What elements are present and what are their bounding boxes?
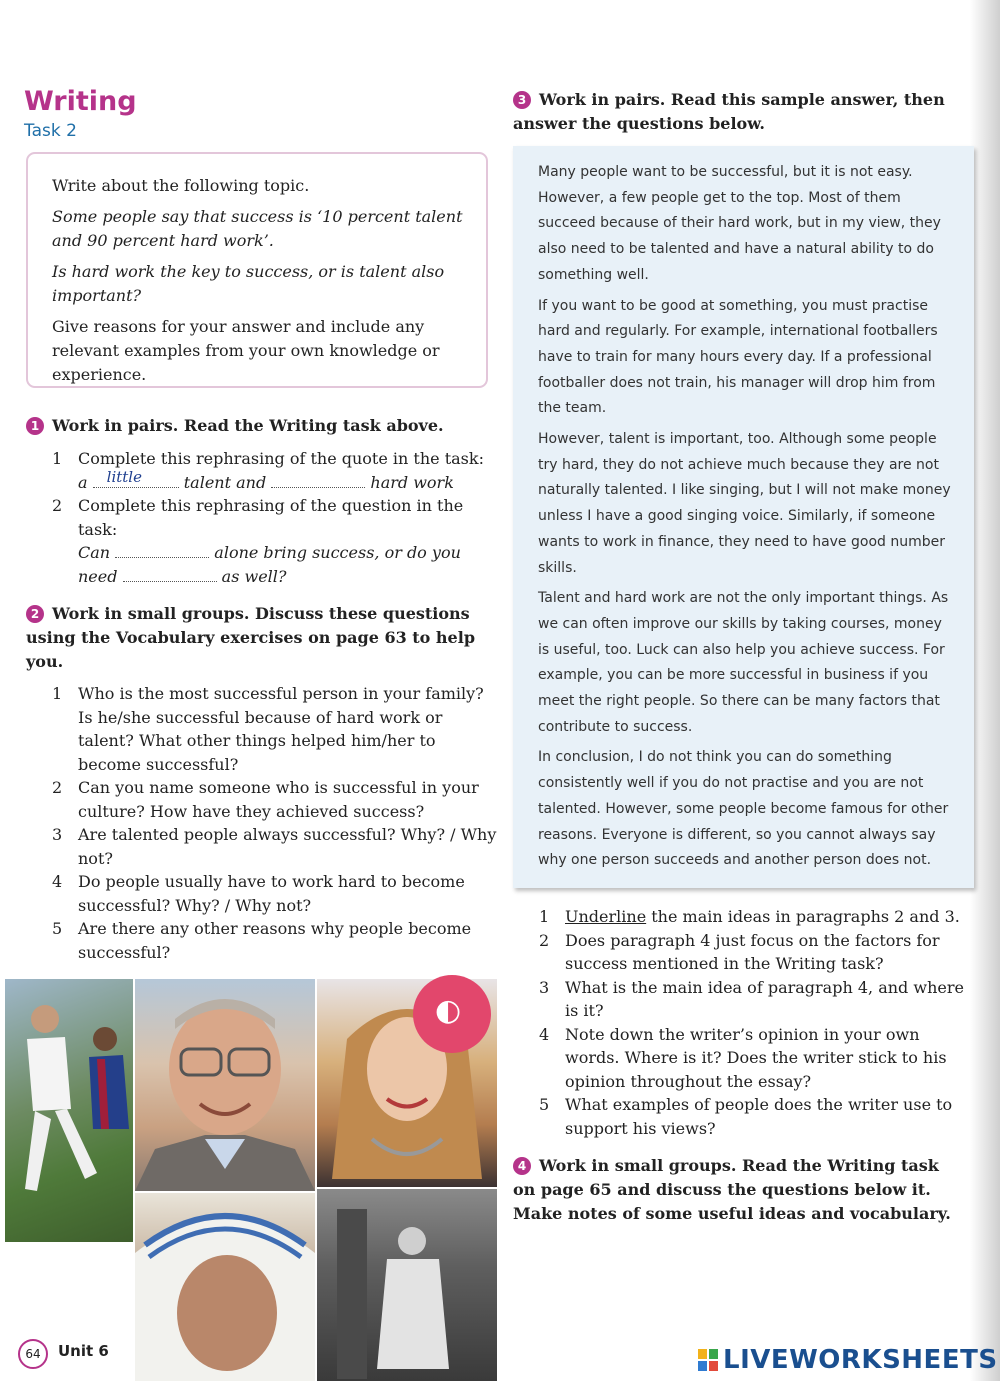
- event-logo-icon: ◐: [435, 993, 462, 1028]
- answer-blank-4[interactable]: [123, 568, 217, 582]
- exercise-number-badge: 3: [513, 91, 531, 109]
- item-number: 4: [539, 1024, 550, 1044]
- mother-teresa-photo: [135, 1193, 315, 1381]
- man-portrait-icon: [135, 979, 315, 1191]
- item-text: Are there any other reasons why people become successful?: [78, 919, 472, 962]
- item-number: 1: [52, 449, 63, 468]
- page-subtitle: Task 2: [24, 121, 77, 141]
- task-instructions: Give reasons for your answer and include any relevant examples from your own knowledge or experience.: [52, 317, 440, 384]
- exercise-2-heading: [26, 602, 476, 674]
- sample-paragraph: If you want to be good at something, you must practise hard and regularly. For example, international footballers have to train for many hours every day. If a professional footballer does not train, his manager will drop him from the team.: [538, 297, 938, 417]
- brand-name: LIVEWORKSHEETS: [723, 1345, 998, 1375]
- item-number: 2: [52, 778, 63, 797]
- item-number: 2: [539, 930, 550, 950]
- answer-blank-2[interactable]: [271, 474, 365, 488]
- rephrase-c: hard work: [370, 472, 454, 492]
- task-intro: Write about the following topic.: [52, 176, 310, 195]
- list-item: [52, 494, 496, 588]
- list-item: [52, 823, 502, 870]
- list-item: [539, 929, 971, 976]
- unit-label: Unit 6: [58, 1342, 109, 1360]
- exercise-3-text: Work in pairs. Read this sample answer, then answer the questions below.: [513, 90, 945, 133]
- task-quote: Some people say that success is ‘10 percent talent and 90 percent hard work’.: [52, 207, 463, 250]
- item-number: 5: [539, 1095, 550, 1114]
- task-question: Is hard work the key to success, or is talent also important?: [52, 262, 445, 305]
- gandhi-photo: [317, 1189, 497, 1381]
- exercise-1-text: Work in pairs. Read the Writing task above.: [52, 416, 444, 435]
- list-item: [52, 870, 502, 917]
- liveworksheets-logo[interactable]: [697, 1345, 998, 1375]
- item-text: the main ideas in paragraphs 2 and 3.: [646, 907, 960, 926]
- exercise-number-badge: 2: [26, 605, 44, 623]
- item-text: Who is the most successful person in your family? Is he/she successful because of hard work or talent? What other things helped him/her to become successful?: [78, 684, 484, 774]
- list-item: [52, 682, 502, 776]
- list-item: [539, 1023, 971, 1094]
- rephrase-b: alone bring success, or do you: [214, 543, 461, 562]
- sample-paragraph: Talent and hard work are not the only important things. As we can often improve our skills by taking courses, money is useful, too. Luck can also help you achieve success. For example, you can be more successful in business if you meet the right people. So there can be many factors that contribute to success.: [538, 590, 949, 735]
- item-text: Note down the writer’s opinion in your own words. Where is it? Does the writer stick to his opinion throughout the essay?: [565, 1024, 947, 1091]
- item-text: Are talented people always successful? Why? / Why not?: [78, 825, 497, 868]
- item-number: 3: [52, 825, 63, 844]
- list-item: [539, 905, 971, 929]
- task-box: [26, 152, 488, 388]
- exercise-1-list: [52, 447, 496, 588]
- exercise-1-heading: [26, 414, 496, 438]
- event-logo-badge: [413, 975, 491, 1053]
- sample-paragraph: Many people want to be successful, but it is not easy. However, a few people get to the top. Most of them succeed because of their hard work, but in my view, they also need to be talented and have a natural ability to do something well.: [538, 164, 941, 283]
- item-text: Does paragraph 4 just focus on the factors for success mentioned in the Writing task?: [565, 930, 940, 973]
- item-number: 1: [52, 684, 63, 703]
- item-number: 2: [52, 496, 63, 515]
- item-number: 5: [52, 919, 63, 938]
- answer-blank-1[interactable]: [93, 467, 179, 488]
- liveworksheets-mark-icon: [697, 1348, 719, 1372]
- handwritten-answer: little: [106, 467, 142, 486]
- footballer-figure-icon: [5, 979, 133, 1242]
- sample-paragraph: However, talent is important, too. Although some people try hard, they do not achieve much because they are not naturally talented. I like singing, but I will not make money unless I have a good singing voice. Similarly, if someone wants to work in finance, they need to have good number skills.: [538, 431, 951, 576]
- item-text: What is the main idea of paragraph 4, and where is it?: [565, 977, 964, 1020]
- list-item: [52, 917, 502, 964]
- rephrase-a: a: [78, 472, 88, 492]
- item-text: Complete this rephrasing of the quote in the task:: [78, 449, 484, 468]
- page-number: 64: [18, 1339, 48, 1369]
- footballer-photo: [5, 979, 133, 1242]
- item-number: 4: [52, 872, 63, 891]
- exercise-4-heading: [513, 1154, 965, 1226]
- bill-gates-photo: [135, 979, 315, 1191]
- list-item: [52, 447, 496, 494]
- man-in-shawl-icon: [317, 1189, 497, 1381]
- sample-paragraph: In conclusion, I do not think you can do something consistently well if you do not practise and you are not talented. However, some people become famous for other reasons. Everyone is different, so you cannot always say why one person succeeds and another person does not.: [538, 749, 949, 869]
- item-text: Can you name someone who is successful in your culture? How have they achieved success?: [78, 778, 479, 821]
- list-item: [539, 1093, 971, 1140]
- sample-answer-box: [513, 146, 974, 888]
- list-item: [539, 976, 971, 1023]
- list-item: [52, 776, 502, 823]
- exercise-3-heading: [513, 88, 953, 136]
- answer-blank-3[interactable]: [115, 544, 209, 558]
- exercise-number-badge: 1: [26, 417, 44, 435]
- page-edge: [970, 0, 1000, 1381]
- item-number: 1: [539, 907, 550, 926]
- exercise-4-text: Work in small groups. Read the Writing task on page 65 and discuss the questions below it. Make notes of some useful ideas and vocabulary.: [513, 1156, 951, 1223]
- exercise-3-questions: [539, 905, 971, 1140]
- exercise-2-text: Work in small groups. Discuss these questions using the Vocabulary exercises on page 63 to help you.: [26, 604, 475, 671]
- rephrase-d: as well?: [221, 566, 287, 586]
- page-title: Writing: [24, 86, 137, 117]
- underline-keyword: Underline: [565, 907, 647, 926]
- item-text: What examples of people does the writer use to support his views?: [565, 1095, 953, 1138]
- item-text: Do people usually have to work hard to become successful? Why? / Why not?: [78, 872, 465, 915]
- rephrase-a: Can: [78, 543, 111, 562]
- rephrase-b: talent and: [183, 472, 267, 492]
- item-number: 3: [539, 977, 550, 997]
- exercise-number-badge: 4: [513, 1157, 531, 1175]
- item-text: Complete this rephrasing of the question in the task:: [78, 496, 464, 539]
- nun-portrait-icon: [135, 1193, 315, 1381]
- exercise-2-list: [52, 682, 502, 964]
- rephrase-c: need: [78, 566, 118, 586]
